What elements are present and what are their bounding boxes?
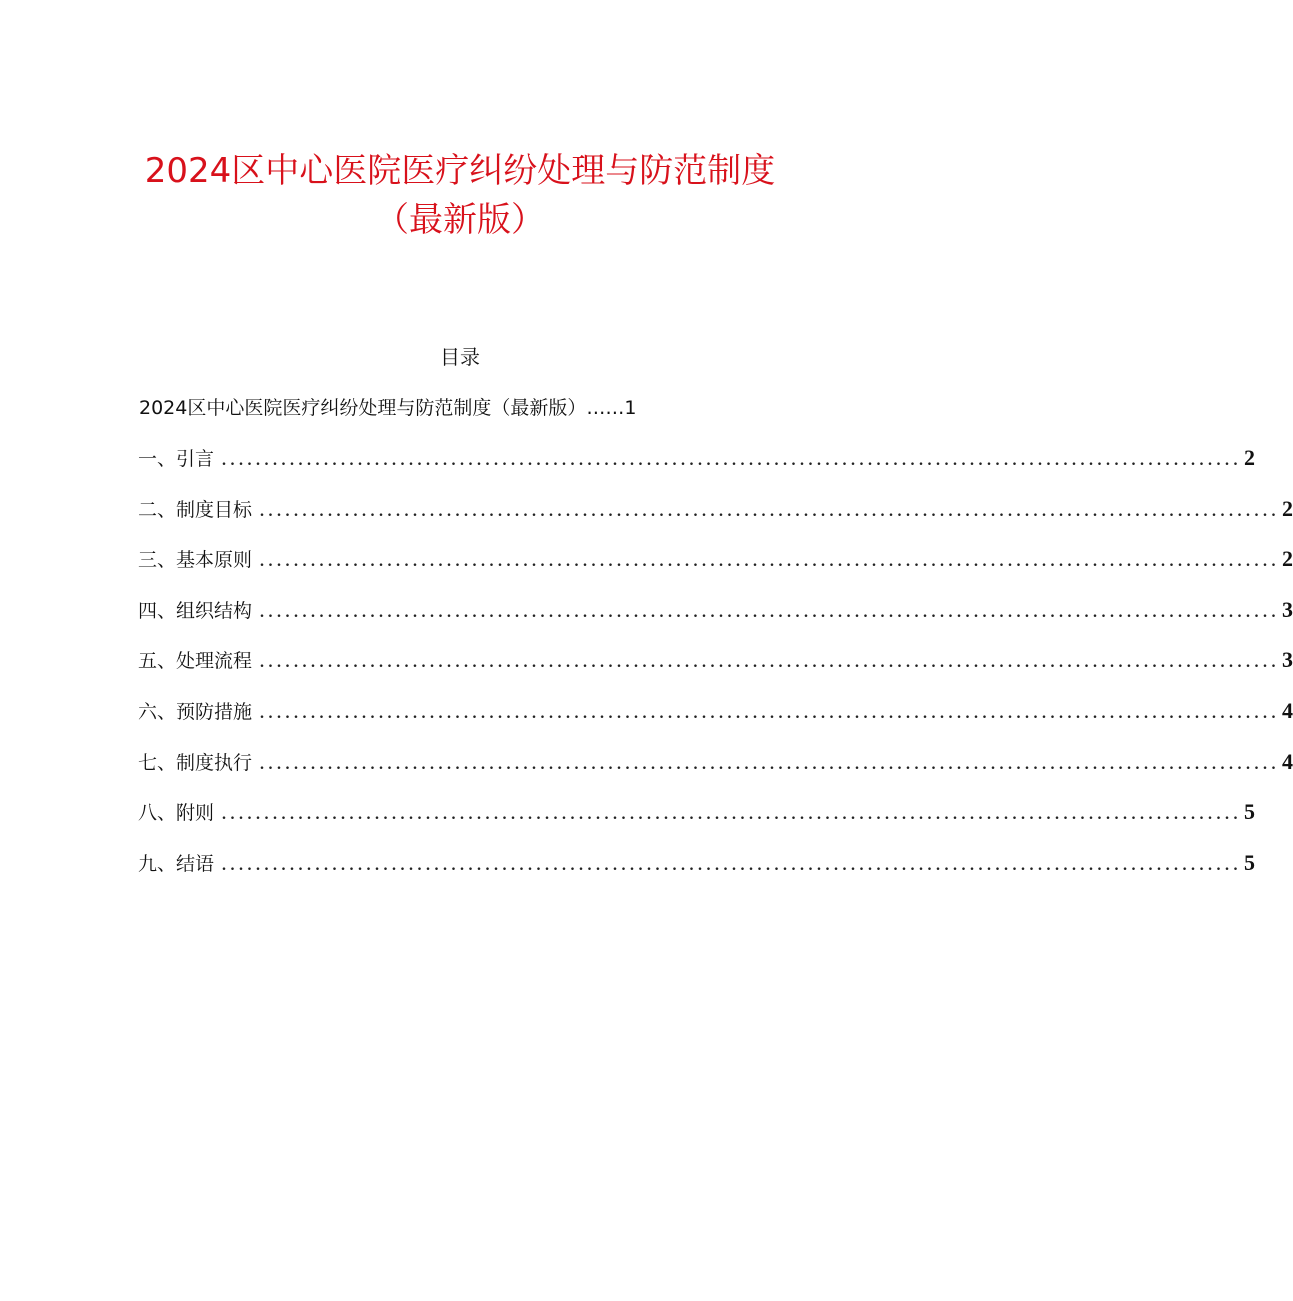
toc-dot-leader: ........................................................................................................................	[260, 603, 1281, 621]
toc-page-number: 4	[1282, 697, 1293, 723]
toc-page-number: 3	[1282, 596, 1293, 622]
toc-page-number: 5	[1244, 849, 1256, 875]
toc-dot-leader: ........................................................................................................................	[260, 502, 1281, 520]
toc-entry-label: 六、预防措施	[138, 700, 253, 723]
toc-page-number: 5	[1244, 799, 1256, 825]
toc-entry-execution[interactable]	[138, 748, 1293, 799]
toc-dot-leader: ........................................................................................................................	[260, 654, 1281, 672]
toc-dot-leader: ........................................................................................................................	[222, 856, 1243, 874]
toc-heading: 目录	[440, 345, 480, 369]
toc-entry-appendix[interactable]	[138, 798, 1256, 849]
toc-entry-goals[interactable]	[138, 495, 1293, 546]
toc-entry-introduction[interactable]	[138, 444, 1256, 495]
toc-page-number: 2	[1244, 445, 1256, 470]
toc-dot-leader: ........................................................................................................................	[222, 806, 1243, 824]
toc-entry-organization[interactable]	[138, 596, 1293, 647]
toc-entry-prevention[interactable]	[138, 697, 1293, 748]
toc-dot-leader: ........................................................................................................................	[222, 452, 1243, 469]
toc-entry-label: 八、附则	[138, 802, 215, 825]
toc-entry-label: 五、处理流程	[138, 650, 253, 673]
toc-list	[138, 444, 1293, 899]
toc-dot-leader: ........................................................................................................................	[260, 553, 1281, 571]
toc-page-number: 3	[1282, 647, 1293, 673]
toc-entry-process[interactable]	[138, 646, 1293, 697]
toc-entry-label: 九、结语	[138, 852, 215, 875]
toc-page-number: 2	[1282, 495, 1293, 521]
document-title-edition: （最新版）	[375, 200, 545, 240]
toc-entry-label: 七、制度执行	[138, 751, 253, 774]
toc-entry-label: 一、引言	[138, 448, 215, 470]
toc-page-number: 2	[1282, 546, 1293, 572]
toc-page-number: 4	[1282, 748, 1293, 774]
toc-entry-label: 三、基本原则	[138, 549, 253, 572]
toc-dot-leader: ........................................................................................................................	[260, 755, 1281, 773]
toc-dot-leader: ........................................................................................................................	[260, 704, 1281, 722]
toc-entry-label: 二、制度目标	[138, 498, 253, 521]
toc-entry-principles[interactable]	[138, 545, 1293, 596]
toc-entry-label: 四、组织结构	[138, 599, 253, 622]
toc-entry-conclusion[interactable]	[138, 849, 1256, 900]
toc-entry-title[interactable]: 2024区中心医院医疗纠纷处理与防范制度（最新版）……1	[139, 397, 637, 419]
document-title: 2024区中心医院医疗纠纷处理与防范制度	[144, 151, 776, 191]
